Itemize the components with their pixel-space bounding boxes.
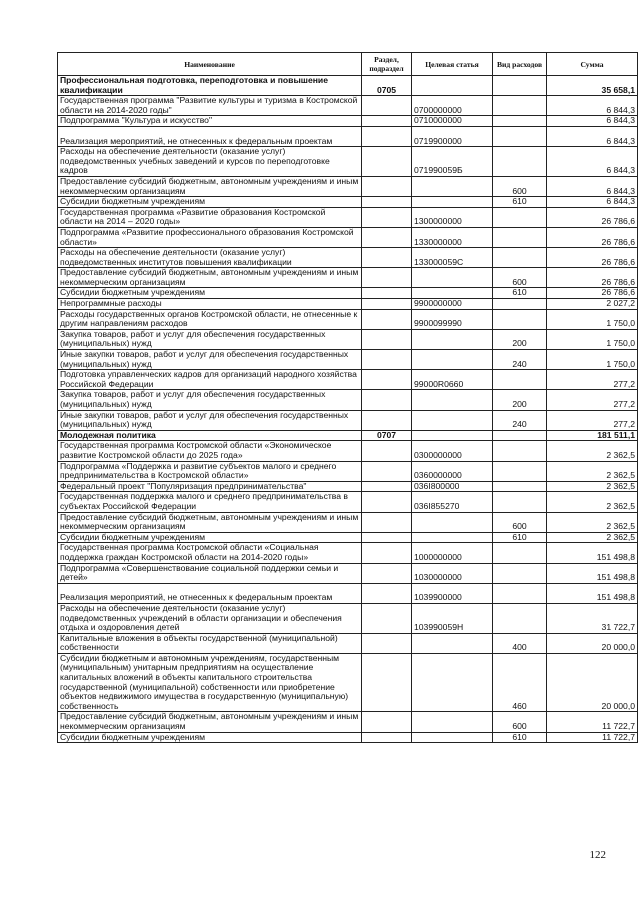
table-row [58, 288, 638, 299]
row-sum: 6 844,3 [547, 147, 638, 177]
row-type: 600 [493, 512, 547, 532]
row-article [412, 76, 493, 96]
header-section: Раздел, подраздел [362, 53, 412, 76]
row-article [412, 288, 493, 299]
table-row [58, 147, 638, 177]
row-article: 0719900000 [412, 126, 493, 146]
row-type: 200 [493, 329, 547, 349]
row-sum: 26 786,6 [547, 288, 638, 299]
row-article [412, 430, 493, 441]
row-article: 1000000000 [412, 543, 493, 563]
table-row [58, 461, 638, 481]
table-row [58, 430, 638, 441]
row-name: Субсидии бюджетным учреждениям [58, 732, 362, 743]
row-section [362, 603, 412, 633]
row-name: Расходы на обеспечение деятельности (оказание услуг) подведомственных учреждений в области организации и обеспечения отдыха и оздоровления детей [58, 603, 362, 633]
row-name: Реализация мероприятий, не отнесенных к федеральным проектам [58, 126, 362, 146]
row-sum: 277,2 [547, 410, 638, 430]
header-sum: Сумма [547, 53, 638, 76]
row-article: 0360000000 [412, 461, 493, 481]
row-name: Закупка товаров, работ и услуг для обеспечения государственных (муниципальных) нужд [58, 390, 362, 410]
table-row [58, 329, 638, 349]
row-section [362, 653, 412, 712]
row-sum: 6 844,3 [547, 126, 638, 146]
row-article [412, 350, 493, 370]
row-section [362, 329, 412, 349]
row-name: Подготовка управленческих кадров для организаций народного хозяйства Российской Федерации [58, 370, 362, 390]
row-sum: 2 362,5 [547, 492, 638, 512]
row-type [493, 207, 547, 227]
row-article: 99000R0660 [412, 370, 493, 390]
table-body [58, 76, 638, 743]
table-row [58, 116, 638, 127]
row-article [412, 410, 493, 430]
row-article: 1030000000 [412, 563, 493, 583]
row-name: Государственная программа "Развитие культуры и туризма в Костромской области на 2014-2020 годы" [58, 96, 362, 116]
row-type: 600 [493, 712, 547, 732]
row-section [362, 543, 412, 563]
row-section [362, 207, 412, 227]
row-section [362, 197, 412, 208]
row-name: Закупка товаров, работ и услуг для обеспечения государственных (муниципальных) нужд [58, 329, 362, 349]
row-type [493, 441, 547, 461]
table-row [58, 633, 638, 653]
row-article [412, 653, 493, 712]
table-row [58, 207, 638, 227]
table-row [58, 76, 638, 96]
row-section [362, 461, 412, 481]
row-type [493, 461, 547, 481]
row-name: Государственная программа Костромской области «Социальная поддержка граждан Костромской области на 2014-2020 годы» [58, 543, 362, 563]
row-sum: 151 498,8 [547, 583, 638, 603]
budget-table [57, 52, 638, 743]
row-section [362, 583, 412, 603]
row-type: 400 [493, 633, 547, 653]
row-sum: 6 844,3 [547, 176, 638, 196]
row-section [362, 116, 412, 127]
row-section [362, 563, 412, 583]
row-section [362, 299, 412, 310]
table-row [58, 712, 638, 732]
row-sum: 1 750,0 [547, 329, 638, 349]
table-row [58, 227, 638, 247]
row-type [493, 147, 547, 177]
row-article [412, 197, 493, 208]
row-section [362, 492, 412, 512]
row-type [493, 481, 547, 492]
row-sum: 26 786,6 [547, 207, 638, 227]
table-row [58, 512, 638, 532]
row-article [412, 512, 493, 532]
row-type [493, 309, 547, 329]
row-section [362, 96, 412, 116]
row-sum: 6 844,3 [547, 116, 638, 127]
row-sum: 11 722,7 [547, 712, 638, 732]
row-article [412, 712, 493, 732]
table-header-row [58, 53, 638, 76]
row-section [362, 370, 412, 390]
row-sum: 20 000,0 [547, 653, 638, 712]
table-row [58, 248, 638, 268]
table-row [58, 481, 638, 492]
row-section [362, 481, 412, 492]
header-name: Наименование [58, 53, 362, 76]
row-type: 600 [493, 176, 547, 196]
row-type [493, 76, 547, 96]
table-row [58, 96, 638, 116]
row-type [493, 227, 547, 247]
row-name: Предоставление субсидий бюджетным, автономным учреждениям и иным некоммерческим организациям [58, 268, 362, 288]
row-type [493, 96, 547, 116]
row-sum: 2 362,5 [547, 512, 638, 532]
row-type [493, 603, 547, 633]
row-name: Предоставление субсидий бюджетным, автономным учреждениям и иным некоммерческим организациям [58, 712, 362, 732]
row-section [362, 441, 412, 461]
row-sum: 277,2 [547, 390, 638, 410]
table-row [58, 653, 638, 712]
row-article: 9900000000 [412, 299, 493, 310]
row-sum: 151 498,8 [547, 563, 638, 583]
row-name: Подпрограмма «Поддержка и развитие субъектов малого и среднего предпринимательства в Костромской области» [58, 461, 362, 481]
row-sum: 6 844,3 [547, 197, 638, 208]
row-section [362, 288, 412, 299]
header-type: Вид расходов [493, 53, 547, 76]
table-row [58, 176, 638, 196]
row-name: Иные закупки товаров, работ и услуг для обеспечения государственных (муниципальных) нужд [58, 350, 362, 370]
row-name: Расходы на обеспечение деятельности (оказание услуг) подведомственных учебных заведений и курсов по переподготовке кадров [58, 147, 362, 177]
row-name: Подпрограмма «Развитие профессионального образования Костромской области» [58, 227, 362, 247]
row-sum: 2 362,5 [547, 532, 638, 543]
row-name: Профессиональная подготовка, переподготовка и повышение квалификации [58, 76, 362, 96]
row-name: Непрограммные расходы [58, 299, 362, 310]
row-name: Субсидии бюджетным учреждениям [58, 532, 362, 543]
row-section [362, 732, 412, 743]
row-section [362, 268, 412, 288]
row-article: 1300000000 [412, 207, 493, 227]
row-type: 460 [493, 653, 547, 712]
row-type [493, 583, 547, 603]
row-name: Субсидии бюджетным учреждениям [58, 288, 362, 299]
row-name: Подпрограмма «Совершенствование социальной поддержки семьи и детей» [58, 563, 362, 583]
row-section [362, 176, 412, 196]
row-sum: 1 750,0 [547, 350, 638, 370]
row-name: Государственная программа Костромской области «Экономическое развитие Костромской области до 2025 года» [58, 441, 362, 461]
row-sum: 26 786,6 [547, 227, 638, 247]
row-type [493, 116, 547, 127]
row-name: Реализация мероприятий, не отнесенных к федеральным проектам [58, 583, 362, 603]
row-section [362, 410, 412, 430]
table-row [58, 583, 638, 603]
row-name: Предоставление субсидий бюджетным, автономным учреждениям и иным некоммерческим организациям [58, 512, 362, 532]
row-sum: 151 498,8 [547, 543, 638, 563]
table-row [58, 563, 638, 583]
row-type: 240 [493, 350, 547, 370]
row-name: Субсидии бюджетным и автономным учреждениям, государственным (муниципальным) унитарным предприятиям на осуществление капитальных вложений в объекты капитального строительства государственной (муниципальной) собственности или приобретение объектов недвижимого имущества в государственную (муниципальную) собственность [58, 653, 362, 712]
row-name: Капитальные вложения в объекты государственной (муниципальной) собственности [58, 633, 362, 653]
row-sum: 1 750,0 [547, 309, 638, 329]
table-row [58, 126, 638, 146]
table-row [58, 299, 638, 310]
row-sum: 35 658,1 [547, 76, 638, 96]
row-article [412, 329, 493, 349]
row-article: 0700000000 [412, 96, 493, 116]
row-name: Подпрограмма "Культура и искусство" [58, 116, 362, 127]
row-sum: 11 722,7 [547, 732, 638, 743]
row-name: Субсидии бюджетным учреждениям [58, 197, 362, 208]
table-row [58, 390, 638, 410]
row-section: 0705 [362, 76, 412, 96]
row-article: 0300000000 [412, 441, 493, 461]
row-type: 240 [493, 410, 547, 430]
row-section [362, 126, 412, 146]
table-row [58, 309, 638, 329]
row-section [362, 309, 412, 329]
row-article [412, 732, 493, 743]
row-sum: 2 362,5 [547, 481, 638, 492]
row-section [362, 350, 412, 370]
row-type [493, 370, 547, 390]
row-article: 1330000000 [412, 227, 493, 247]
table-row [58, 268, 638, 288]
row-type [493, 430, 547, 441]
row-type [493, 126, 547, 146]
row-sum: 2 027,2 [547, 299, 638, 310]
row-article: 1039900000 [412, 583, 493, 603]
row-section [362, 248, 412, 268]
row-article [412, 390, 493, 410]
row-type: 610 [493, 732, 547, 743]
row-sum: 2 362,5 [547, 441, 638, 461]
row-section [362, 227, 412, 247]
table-row [58, 350, 638, 370]
table-row [58, 492, 638, 512]
row-section [362, 633, 412, 653]
row-sum: 20 000,0 [547, 633, 638, 653]
row-sum: 277,2 [547, 370, 638, 390]
row-sum: 26 786,6 [547, 268, 638, 288]
table-row [58, 732, 638, 743]
row-type [493, 248, 547, 268]
row-type [493, 543, 547, 563]
row-section [362, 532, 412, 543]
table-row [58, 441, 638, 461]
table-row [58, 410, 638, 430]
row-name: Молодежная политика [58, 430, 362, 441]
row-section [362, 712, 412, 732]
row-name: Предоставление субсидий бюджетным, автономным учреждениям и иным некоммерческим организациям [58, 176, 362, 196]
row-section [362, 147, 412, 177]
row-article: 071990059Б [412, 147, 493, 177]
row-name: Государственная программа «Развитие образования Костромской области на 2014 – 2020 годы» [58, 207, 362, 227]
row-type [493, 563, 547, 583]
row-type: 610 [493, 288, 547, 299]
row-article [412, 176, 493, 196]
table-row [58, 197, 638, 208]
row-article: 036I800000 [412, 481, 493, 492]
row-article [412, 633, 493, 653]
row-name: Федеральный проект "Популяризация предпринимательства" [58, 481, 362, 492]
row-type: 200 [493, 390, 547, 410]
table-row [58, 603, 638, 633]
row-name: Иные закупки товаров, работ и услуг для обеспечения государственных (муниципальных) нужд [58, 410, 362, 430]
row-article: 9900099990 [412, 309, 493, 329]
row-article: 0710000000 [412, 116, 493, 127]
row-section: 0707 [362, 430, 412, 441]
row-name: Государственная поддержка малого и среднего предпринимательства в субъектах Российской Федерации [58, 492, 362, 512]
row-article: 133000059С [412, 248, 493, 268]
row-sum: 26 786,6 [547, 248, 638, 268]
table-row [58, 532, 638, 543]
row-article [412, 268, 493, 288]
header-article: Целевая статья [412, 53, 493, 76]
row-sum: 6 844,3 [547, 96, 638, 116]
row-article: 036I855270 [412, 492, 493, 512]
row-type: 600 [493, 268, 547, 288]
row-section [362, 512, 412, 532]
row-type: 610 [493, 532, 547, 543]
row-type [493, 492, 547, 512]
row-name: Расходы государственных органов Костромской области, не отнесенные к другим направлениям расходов [58, 309, 362, 329]
row-article [412, 532, 493, 543]
row-type: 610 [493, 197, 547, 208]
row-sum: 181 511,1 [547, 430, 638, 441]
row-section [362, 390, 412, 410]
table-row [58, 370, 638, 390]
row-sum: 31 722,7 [547, 603, 638, 633]
table-row [58, 543, 638, 563]
row-article: 103990059Н [412, 603, 493, 633]
row-name: Расходы на обеспечение деятельности (оказание услуг) подведомственных институтов повышения квалификации [58, 248, 362, 268]
page-number: 122 [589, 849, 606, 861]
row-sum: 2 362,5 [547, 461, 638, 481]
row-type [493, 299, 547, 310]
